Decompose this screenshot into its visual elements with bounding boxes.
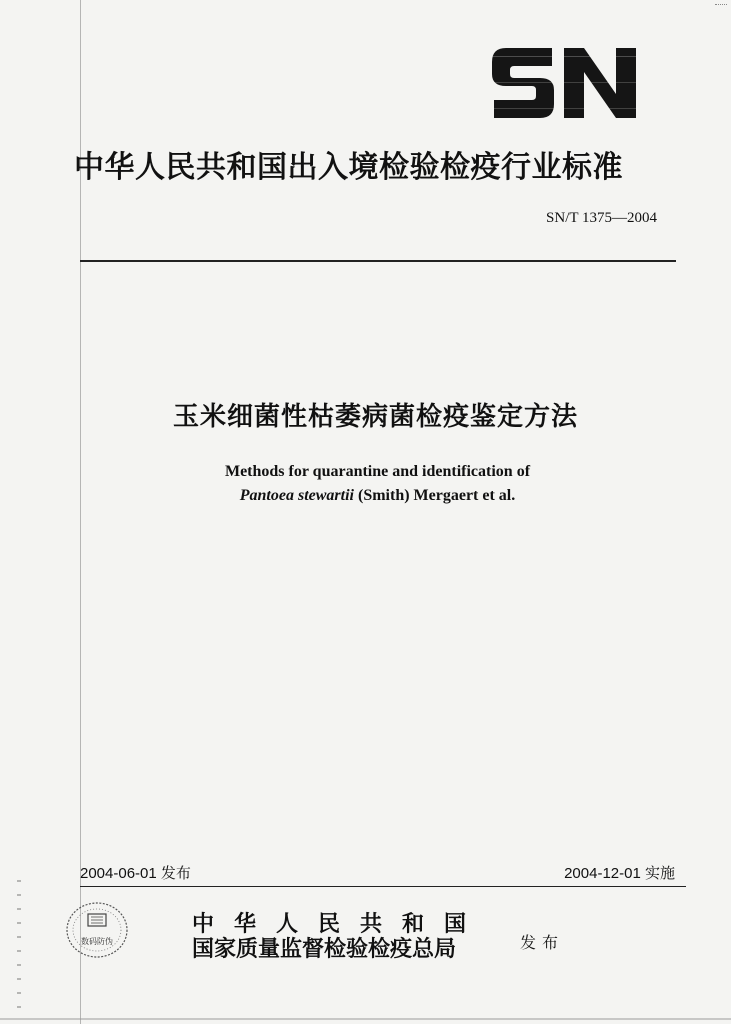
issue-date: 2004-06-01 发布	[80, 865, 191, 882]
species-name: Pantoea stewartii	[239, 487, 354, 504]
standard-code: SN/T 1375—2004	[546, 210, 657, 226]
document-title-english	[0, 460, 731, 508]
issuer-country: 中华人民共和国	[192, 911, 487, 937]
issuing-organization-title: 中华人民共和国出入境检验检疫行业标准	[74, 150, 623, 185]
english-title-line2	[24, 484, 731, 508]
issuing-authority	[192, 912, 486, 962]
header-divider	[80, 260, 676, 262]
scan-bottom-edge	[0, 1018, 731, 1020]
document-title-chinese: 玉米细菌性枯萎病菌检疫鉴定方法	[172, 402, 578, 432]
sn-logo-icon	[488, 42, 640, 122]
seal-stamp-icon	[64, 900, 130, 960]
scan-corner-mark	[715, 4, 727, 8]
species-authority: (Smith) Mergaert et al.	[353, 487, 516, 504]
svg-text:数码防伪: 数码防伪	[81, 937, 113, 946]
english-title-line1: Methods for quarantine and identification of	[224, 463, 531, 480]
publish-label: 发布	[520, 933, 565, 952]
scan-binding-marks	[17, 880, 21, 1020]
implementation-date: 2004-12-01 实施	[564, 865, 675, 882]
footer-divider	[80, 886, 686, 887]
issuer-agency: 国家质量监督检验检疫总局	[192, 936, 457, 962]
